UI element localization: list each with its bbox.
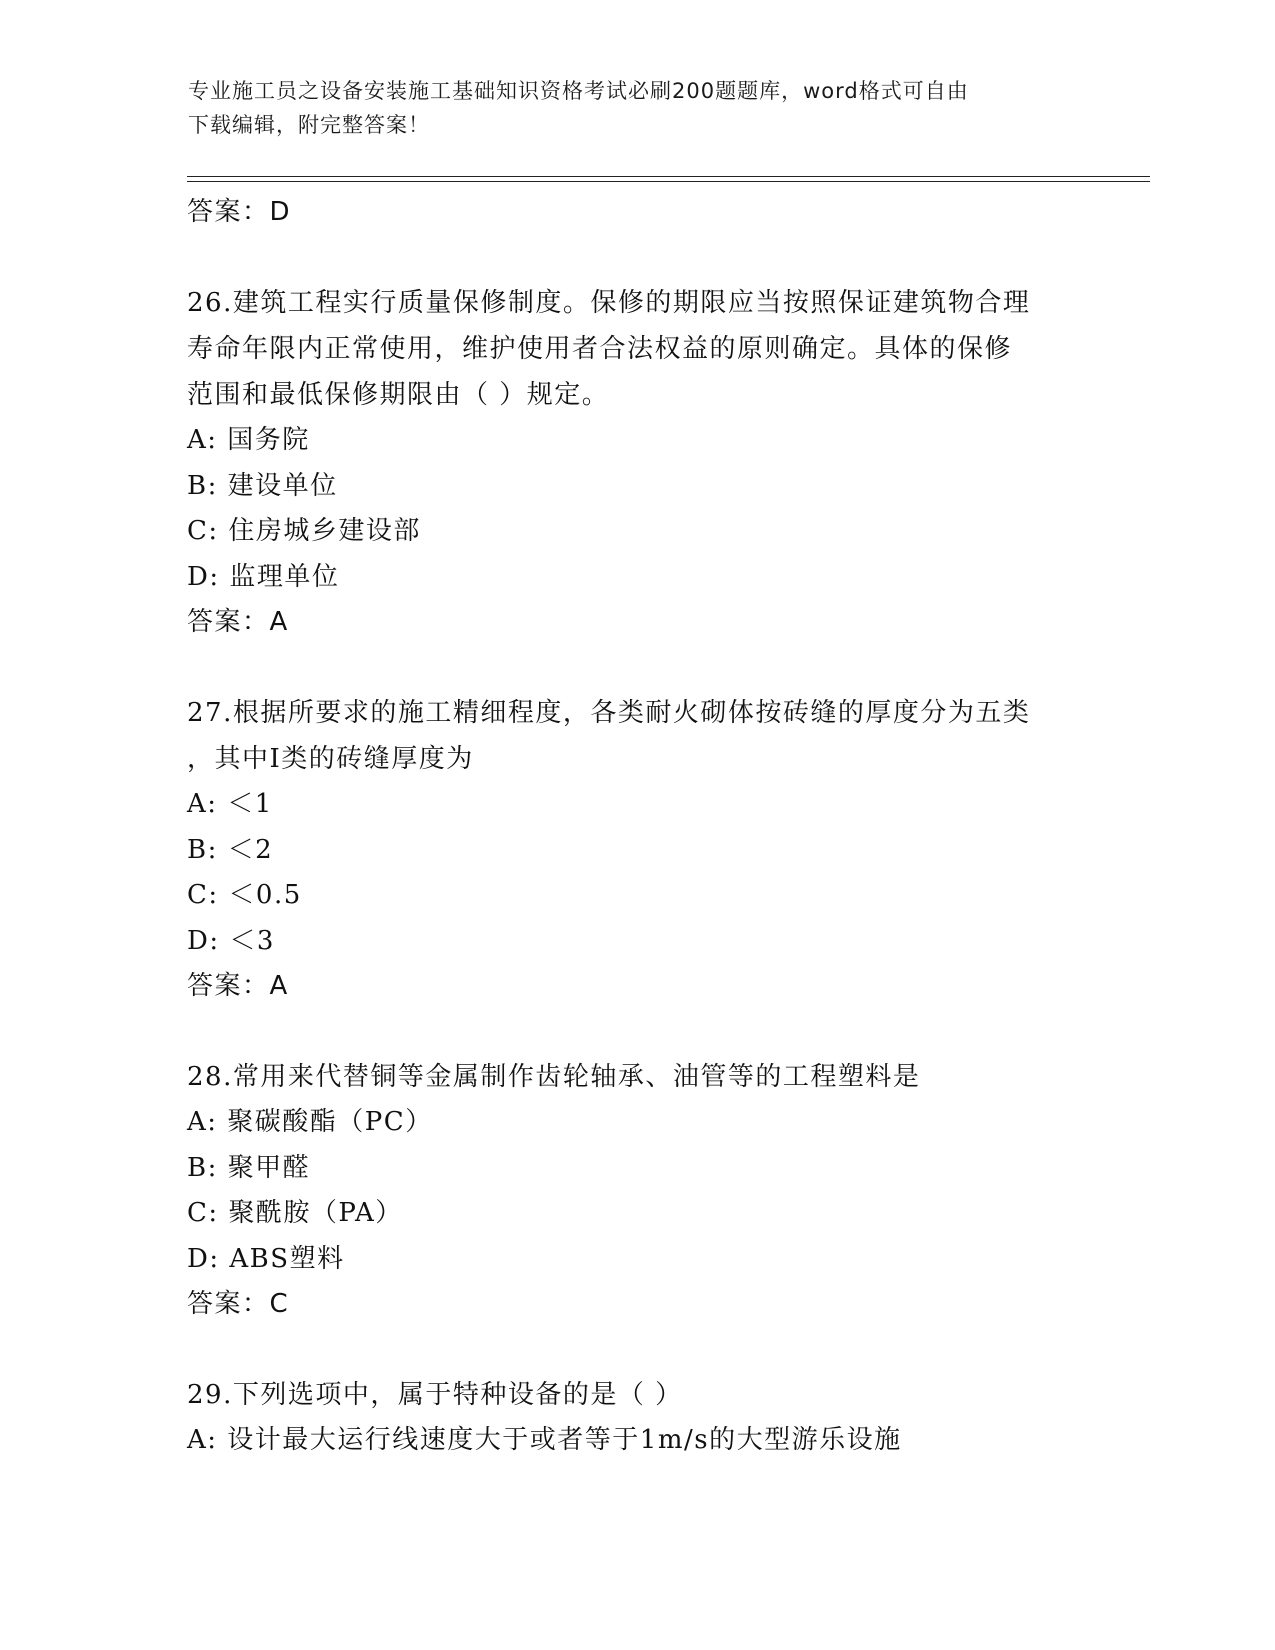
question-28 xyxy=(187,1054,1087,1327)
option-c: C: 住房城乡建设部 xyxy=(187,516,421,546)
option-c: C: ＜0.5 xyxy=(187,880,302,910)
option-c: C: 聚酰胺（PA） xyxy=(187,1198,403,1228)
answer-line: 答案：D xyxy=(187,197,292,227)
header-line-1: 专业施工员之设备安装施工基础知识资格考试必刷200题题库，word格式可自由 xyxy=(188,79,969,103)
header-divider-top xyxy=(187,176,1150,177)
option-b: B: ＜2 xyxy=(187,834,274,865)
stem-line: 28.常用来代替铜等金属制作齿轮轴承、油管等的工程塑料是 xyxy=(187,1062,921,1092)
answer-line: 答案：A xyxy=(187,971,289,1001)
stem-line: ，其中Ⅰ类的砖缝厚度为 xyxy=(187,744,474,774)
question-29 xyxy=(187,1372,1087,1464)
question-26 xyxy=(187,280,1087,645)
option-a: A: 聚碳酸酯（PC） xyxy=(187,1107,433,1137)
option-a: A: ＜1 xyxy=(187,789,273,819)
stem-line: 26.建筑工程实行质量保修制度。保修的期限应当按照保证建筑物合理 xyxy=(187,288,1031,318)
document-header xyxy=(188,74,1068,142)
question-27 xyxy=(187,690,1087,1009)
option-b: B: 建设单位 xyxy=(187,470,338,501)
option-d: D: 监理单位 xyxy=(187,561,340,592)
question-list xyxy=(187,190,1087,1464)
option-d: D: ABS塑料 xyxy=(187,1243,345,1274)
option-b: B: 聚甲醛 xyxy=(187,1152,311,1183)
stem-line: 范围和最低保修期限由（ ）规定。 xyxy=(187,380,610,410)
stem-line: 27.根据所要求的施工精细程度，各类耐火砌体按砖缝的厚度分为五类 xyxy=(187,698,1031,728)
header-divider-bottom xyxy=(187,181,1150,182)
answer-line: 答案：A xyxy=(187,607,289,637)
option-a: A: 设计最大运行线速度大于或者等于1m/s的大型游乐设施 xyxy=(187,1425,902,1455)
question-stem xyxy=(187,1372,1087,1418)
stem-line: 寿命年限内正常使用，维护使用者合法权益的原则确定。具体的保修 xyxy=(187,334,1013,364)
answer-line: 答案：C xyxy=(187,1289,290,1319)
stem-line: 29.下列选项中，属于特种设备的是（ ） xyxy=(187,1380,683,1410)
question-stem xyxy=(187,280,1087,418)
header-line-2: 下载编辑，附完整答案！ xyxy=(188,113,430,137)
option-d: D: ＜3 xyxy=(187,925,275,956)
option-a: A: 国务院 xyxy=(187,425,310,455)
question-stem xyxy=(187,1054,1087,1100)
question-stem xyxy=(187,690,1087,782)
